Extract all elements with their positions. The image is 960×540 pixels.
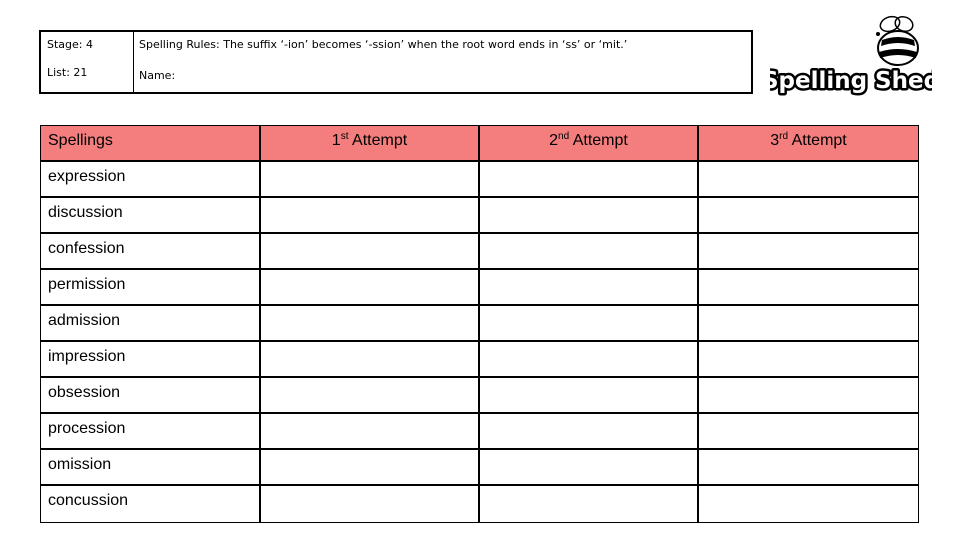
spelling-shed-logo [770,12,932,98]
spelling-word: impression [48,348,126,365]
word-cell [41,486,261,522]
attempt-answer-cell-2[interactable] [480,234,699,268]
table-row [41,198,918,234]
header-spellings [41,126,261,160]
word-cell [41,234,261,268]
spelling-word: admission [48,312,121,329]
table-row [41,450,918,486]
spelling-word: expression [48,168,126,185]
attempt-answer-cell-3[interactable] [699,486,918,522]
attempt-answer-cell-2[interactable] [480,270,699,304]
table-row [41,486,918,522]
attempt-answer-cell-3[interactable] [699,414,918,448]
attempt-answer-cell-2[interactable] [480,342,699,376]
attempt-answer-cell-2[interactable] [480,414,699,448]
attempt-answer-cell-2[interactable] [480,306,699,340]
table-row [41,270,918,306]
word-cell [41,378,261,412]
table-row [41,342,918,378]
attempt-answer-cell-3[interactable] [699,450,918,484]
attempt-answer-cell-1[interactable] [261,450,480,484]
table-row [41,234,918,270]
attempt-answer-cell-3[interactable] [699,162,918,196]
attempt-answer-cell-2[interactable] [480,450,699,484]
attempt-number: 3 [770,132,780,149]
attempt-answer-cell-3[interactable] [699,270,918,304]
spelling-word: obsession [48,384,121,401]
attempt-answer-cell-3[interactable] [699,378,918,412]
attempt-answer-cell-1[interactable] [261,306,480,340]
attempt-ordinal: rd [779,131,789,142]
attempt-answer-cell-2[interactable] [480,486,699,522]
header-attempt-3 [699,126,918,160]
attempt-answer-cell-1[interactable] [261,162,480,196]
attempt-answer-cell-3[interactable] [699,234,918,268]
attempt-heading [699,132,918,150]
attempt-heading [480,132,697,150]
table-row [41,378,918,414]
spelling-word: concussion [48,492,129,509]
name-field: Name: [139,69,176,82]
spelling-rules: Spelling Rules: The suffix ‘-ion’ becomes ‘-ssion’ when the root word ends in ‘ss’ or ‘mit.’ [139,38,628,51]
spelling-word: permission [48,276,126,293]
attempt-answer-cell-3[interactable] [699,306,918,340]
spellings-heading: Spellings [48,132,113,149]
attempt-answer-cell-1[interactable] [261,378,480,412]
word-cell [41,450,261,484]
word-cell [41,306,261,340]
table-row [41,414,918,450]
attempt-answer-cell-2[interactable] [480,198,699,232]
attempt-answer-cell-1[interactable] [261,342,480,376]
attempt-label: Attempt [788,132,847,149]
attempt-label: Attempt [348,132,408,149]
attempt-answer-cell-2[interactable] [480,162,699,196]
stage-label: Stage: 4 [47,38,93,51]
spelling-word: omission [48,456,112,473]
attempt-label: Attempt [569,132,628,149]
spelling-word: procession [48,420,126,437]
word-cell [41,198,261,232]
word-cell [41,414,261,448]
bee-icon [770,12,932,98]
list-label: List: 21 [47,66,88,79]
table-header-row [41,126,918,162]
word-cell [41,162,261,196]
table-row [41,162,918,198]
header-attempt-2 [480,126,699,160]
attempt-answer-cell-1[interactable] [261,198,480,232]
info-divider [133,32,134,92]
word-cell [41,270,261,304]
svg-text:Spelling Shed: Spelling Shed [770,68,932,94]
attempt-number: 1 [331,132,341,149]
header-attempt-1 [261,126,480,160]
spelling-table [40,125,919,523]
spelling-word: discussion [48,204,123,221]
attempt-answer-cell-1[interactable] [261,414,480,448]
attempt-answer-cell-1[interactable] [261,486,480,522]
attempt-answer-cell-1[interactable] [261,270,480,304]
attempt-number: 2 [549,132,559,149]
attempt-heading [261,132,478,150]
spelling-word: confession [48,240,125,257]
attempt-answer-cell-3[interactable] [699,342,918,376]
attempt-answer-cell-1[interactable] [261,234,480,268]
attempt-ordinal: nd [558,131,570,142]
attempt-answer-cell-3[interactable] [699,198,918,232]
attempt-ordinal: st [340,131,349,142]
table-row [41,306,918,342]
info-box [39,30,753,94]
word-cell [41,342,261,376]
attempt-answer-cell-2[interactable] [480,378,699,412]
